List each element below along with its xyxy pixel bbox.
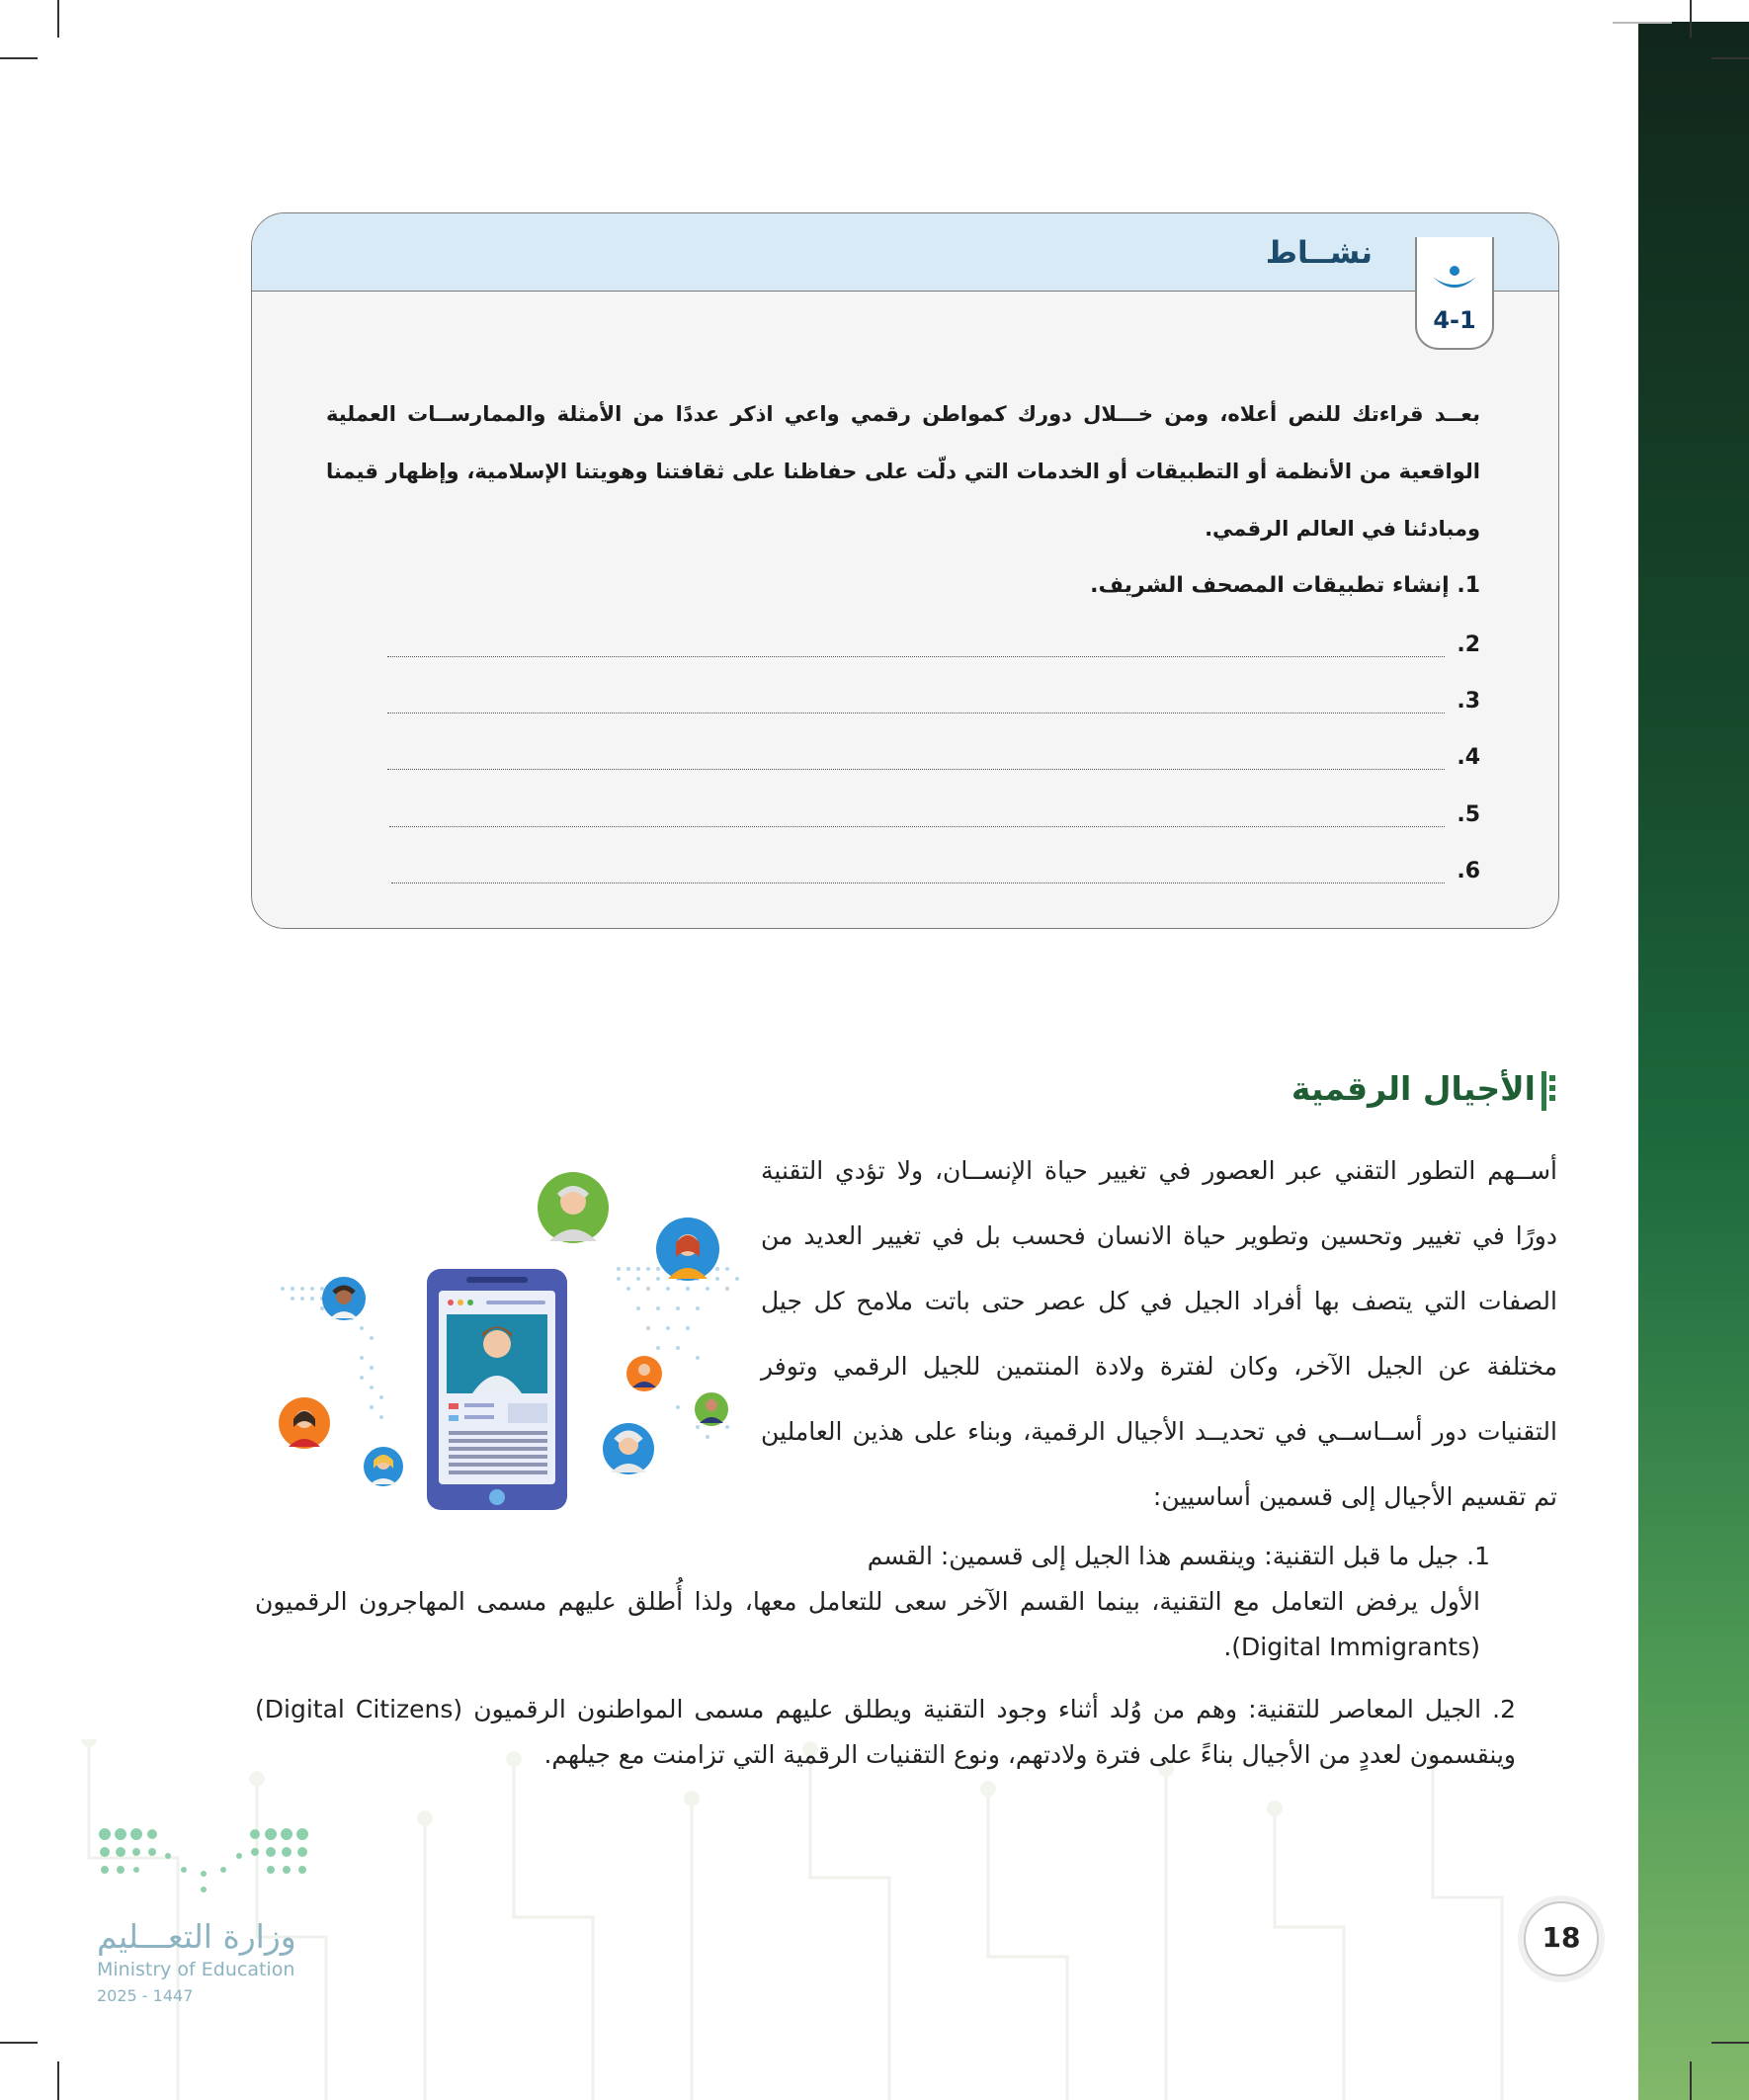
page-number: 18 [1541, 1921, 1581, 1954]
activity-item-4 [1457, 745, 1480, 770]
avatar-girl-blonde-icon [364, 1447, 403, 1486]
activity-item-number: 5. [1457, 802, 1480, 827]
crop-mark [1690, 0, 1692, 38]
generation-item-text: الأول يرفض التعامل مع التقنية، بينما القسم الآخر سعى للتعامل معها، ولذا أُطلق عليهم مسمى المهاجرون الرقميون [255, 1587, 1480, 1616]
crop-mark [1711, 57, 1749, 59]
generation-item-1-continued: الأول يرفض التعامل مع التقنية، بينما القسم الآخر سعى للتعامل معها، ولذا أُطلق عليهم مسمى المهاجرون الرقميون (Digital Immigrants). [255, 1587, 1480, 1661]
activity-item-number: 1. [1457, 573, 1480, 598]
crop-mark [57, 2061, 59, 2100]
generation-item-text: جيل ما قبل التقنية: وينقسم هذا الجيل إلى قسمين: القسم [867, 1542, 1459, 1570]
answer-line[interactable] [389, 826, 1445, 827]
crop-mark [1711, 2042, 1749, 2044]
avatar-man-suit-icon [626, 1356, 662, 1391]
generation-item-text: الجيل المعاصر للتقنية: وهم من وُلد أثناء وجود التقنية ويطلق عليهم مسمى المواطنون الرقميون [473, 1695, 1482, 1723]
activity-item-number: 3. [1457, 689, 1480, 714]
section-title-marker [1541, 1071, 1559, 1111]
activity-title: نشــاط [1265, 235, 1373, 271]
avatar-woman-small-icon [322, 1277, 366, 1320]
answer-line[interactable] [387, 769, 1445, 770]
crop-mark [57, 0, 59, 38]
activity-item-number: 2. [1457, 632, 1480, 657]
avatar-man-green-icon [695, 1392, 728, 1426]
activity-item-6 [1457, 859, 1480, 883]
avatar-woman-orange-icon [656, 1218, 719, 1281]
crop-mark [0, 57, 38, 59]
activity-header [252, 213, 1558, 292]
activity-item-2 [1457, 632, 1480, 657]
activity-item-1 [1090, 573, 1480, 598]
avatar-woman-red-icon [279, 1397, 330, 1449]
answer-line[interactable] [387, 713, 1445, 714]
activity-box [251, 212, 1559, 929]
ministry-logo-dots [97, 1826, 310, 1895]
avatar-elder-man-icon [538, 1172, 609, 1243]
english-term: (Digital Immigrants) [1231, 1633, 1480, 1661]
digital-generations-illustration [263, 1160, 749, 1516]
activity-item-number: 4. [1457, 745, 1480, 770]
activity-badge [1415, 237, 1494, 350]
answer-line[interactable] [387, 656, 1445, 657]
ministry-year: 2025 - 1447 [97, 1986, 194, 2005]
activity-number: 4-1 [1433, 306, 1476, 334]
page-number-badge [1524, 1901, 1599, 1976]
crop-mark [0, 2042, 38, 2044]
generation-item-number: 1. [1466, 1542, 1490, 1570]
crop-mark [1690, 2061, 1692, 2100]
english-term: (Digital Citizens) [255, 1695, 463, 1723]
activity-item-number: 6. [1457, 859, 1480, 883]
ministry-name-english: Ministry of Education [97, 1959, 295, 1980]
activity-person-icon [1431, 265, 1478, 291]
generation-item-number: 2. [1492, 1695, 1517, 1723]
answer-line[interactable] [391, 882, 1445, 883]
generation-item-2 [255, 1687, 1516, 1778]
generation-item-1 [761, 1534, 1490, 1579]
activity-instruction: بعــد قراءتك للنص أعلاه، ومن خـــلال دورك كمواطن رقمي واعي اذكر عددًا من الأمثلة والممارســات العملية الواقعية من الأنظمة أو التطبيقات أو الخدمات التي دلّت على حفاظنا على ثقافتنا وهويتنا الإسلامية، وإظهار قيمنا ومبادئنا في العالم الرقمي. [326, 402, 1480, 541]
crop-mark [1613, 22, 1672, 24]
avatar-elder-woman-icon [603, 1423, 654, 1474]
side-color-band [1638, 22, 1749, 2100]
section-paragraph: أســهم التطور التقني عبر العصور في تغيير حياة الإنســان، ولا تؤدي التقنية دورًا في تغيير وتحسين وتطوير حياة الانسان فحسب بل في تغيير العديد من الصفات التي يتصف بها أفراد الجيل في كل عصر حتى باتت ملامح كل جيل مختلفة عن الجيل الآخر، وكان لفترة ولادة المنتمين للجيل الرقمي وتوفر التقنيات دور أســاســي في تحديــد الأجيال الرقمية، وبناء على هذين العاملين تم تقسيم الأجيال إلى قسمين أساسيين: [761, 1156, 1557, 1511]
ministry-name-arabic: وزارة التعـــليم [97, 1917, 296, 1956]
activity-item-3 [1457, 689, 1480, 714]
activity-item-5 [1457, 802, 1480, 827]
section-title: الأجيال الرقمية [1291, 1069, 1536, 1108]
generation-item-text: وينقسمون لعددٍ من الأجيال بناءً على فترة ولادتهم، ونوع التقنيات الرقمية التي تزامنت مع جيلهم. [543, 1740, 1516, 1769]
activity-item-text: إنشاء تطبيقات المصحف الشريف. [1090, 573, 1450, 598]
